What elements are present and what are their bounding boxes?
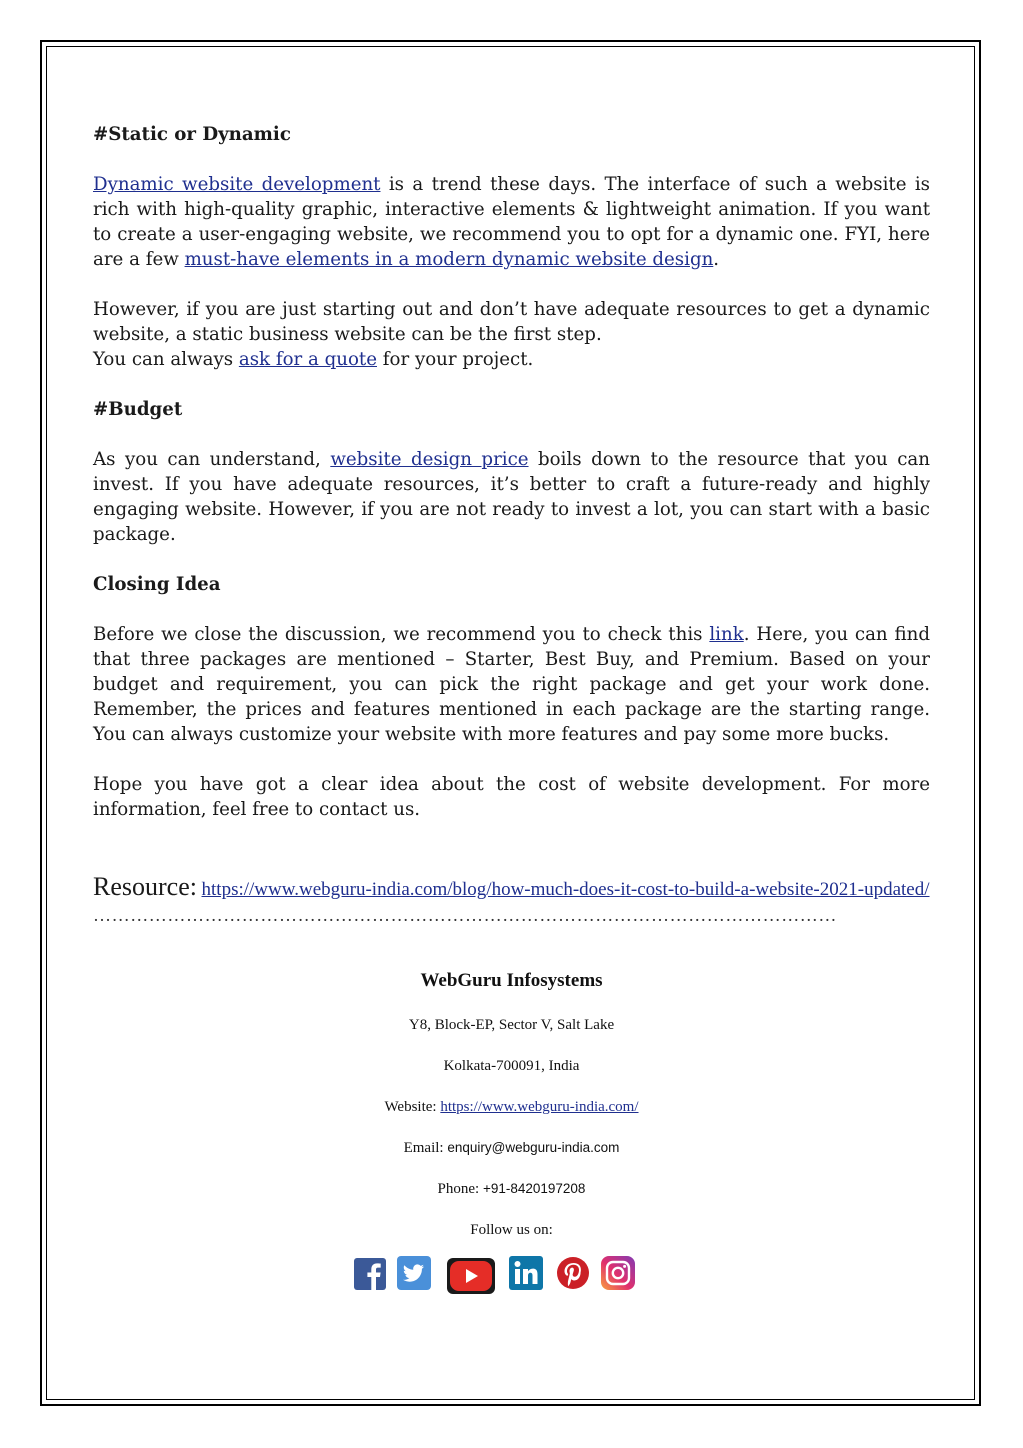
- address-line-1: Y8, Block-EP, Sector V, Salt Lake: [408, 1017, 615, 1033]
- resource-line: [93, 872, 930, 905]
- pinterest-icon[interactable]: [556, 1256, 590, 1290]
- paragraph-contact: Hope you have got a clear idea about the cost of website development. For more information, feel free to contact us.: [93, 774, 930, 820]
- paragraph-text: . Here, you can find that three packages are mentioned – Starter, Best Buy, and Premium. Based on your budget and requirement, you can pick the right package and get your work done. Remember, the prices and features mentioned in each package are the starting range. You can always customize your website with more features and pay some more bucks.: [93, 624, 930, 745]
- website-link[interactable]: https://www.webguru-india.com/: [440, 1099, 639, 1115]
- paragraph-text: As you can understand,: [93, 449, 331, 470]
- contact-footer: [93, 968, 930, 1261]
- website-design-price-link[interactable]: website design price: [330, 449, 529, 470]
- paragraph-text: is a trend these days. The interface of such a website is rich with high-quality graphic, interactive elements & lightweight animation. If you want to create a user-engaging website, we recommend you to opt for a dynamic one. FYI, here are a few: [93, 174, 930, 270]
- ask-for-quote-link[interactable]: ask for a quote: [238, 349, 377, 370]
- paragraph-text: for your project.: [377, 349, 534, 370]
- email-label: Email:: [403, 1140, 448, 1156]
- phone-label: Phone:: [437, 1181, 483, 1197]
- youtube-icon[interactable]: [447, 1258, 495, 1294]
- website-line: [93, 1097, 930, 1117]
- follow-us-label: Follow us on:: [470, 1222, 553, 1238]
- twitter-icon[interactable]: [397, 1256, 431, 1290]
- paragraph-closing: [93, 622, 930, 747]
- resource-url-link[interactable]: https://www.webguru-india.com/blog/how-much-does-it-cost-to-build-a-website-2021-updated/: [201, 879, 930, 900]
- paragraph-budget: [93, 447, 930, 547]
- paragraph-dynamic: [93, 172, 930, 272]
- dotted-separator: …………………………………………………………………………………………………………: [93, 905, 837, 925]
- phone-line: [93, 1179, 930, 1199]
- paragraph-text: You can always: [93, 349, 239, 370]
- phone-number[interactable]: +91-8420197208: [482, 1181, 586, 1196]
- address-line-2: Kolkata-700091, India: [443, 1058, 580, 1074]
- article-body: [93, 122, 930, 925]
- email-address[interactable]: enquiry@webguru-india.com: [447, 1140, 620, 1155]
- static-dynamic-heading: #Static or Dynamic: [93, 124, 291, 145]
- must-have-elements-link[interactable]: must-have elements in a modern dynamic website design: [184, 249, 714, 270]
- closing-idea-heading: Closing Idea: [93, 574, 221, 595]
- social-icons: [354, 1256, 654, 1296]
- paragraph-text: Before we close the discussion, we recommend you to check this: [93, 624, 710, 645]
- instagram-icon[interactable]: [601, 1256, 635, 1290]
- facebook-icon[interactable]: [354, 1256, 386, 1290]
- paragraph-text: .: [713, 249, 720, 270]
- linkedin-icon[interactable]: [509, 1256, 543, 1290]
- packages-link[interactable]: link: [709, 624, 744, 645]
- paragraph-text: boils down to the resource that you can invest. If you have adequate resources, it’s better to craft a future-ready and highly engaging website. However, if you are not ready to invest a lot, you can start with a basic package.: [93, 449, 930, 545]
- email-line: [93, 1138, 930, 1158]
- paragraph-static: However, if you are just starting out and don’t have adequate resources to get a dynamic website, a static business website can be the first step.: [93, 299, 930, 345]
- resource-label: Resource:: [93, 872, 197, 901]
- paragraph-quote: [93, 347, 930, 372]
- dynamic-website-development-link[interactable]: Dynamic website development: [93, 174, 381, 195]
- budget-heading: #Budget: [93, 399, 183, 420]
- company-name: WebGuru Infosystems: [420, 970, 603, 991]
- website-label: Website:: [384, 1099, 441, 1115]
